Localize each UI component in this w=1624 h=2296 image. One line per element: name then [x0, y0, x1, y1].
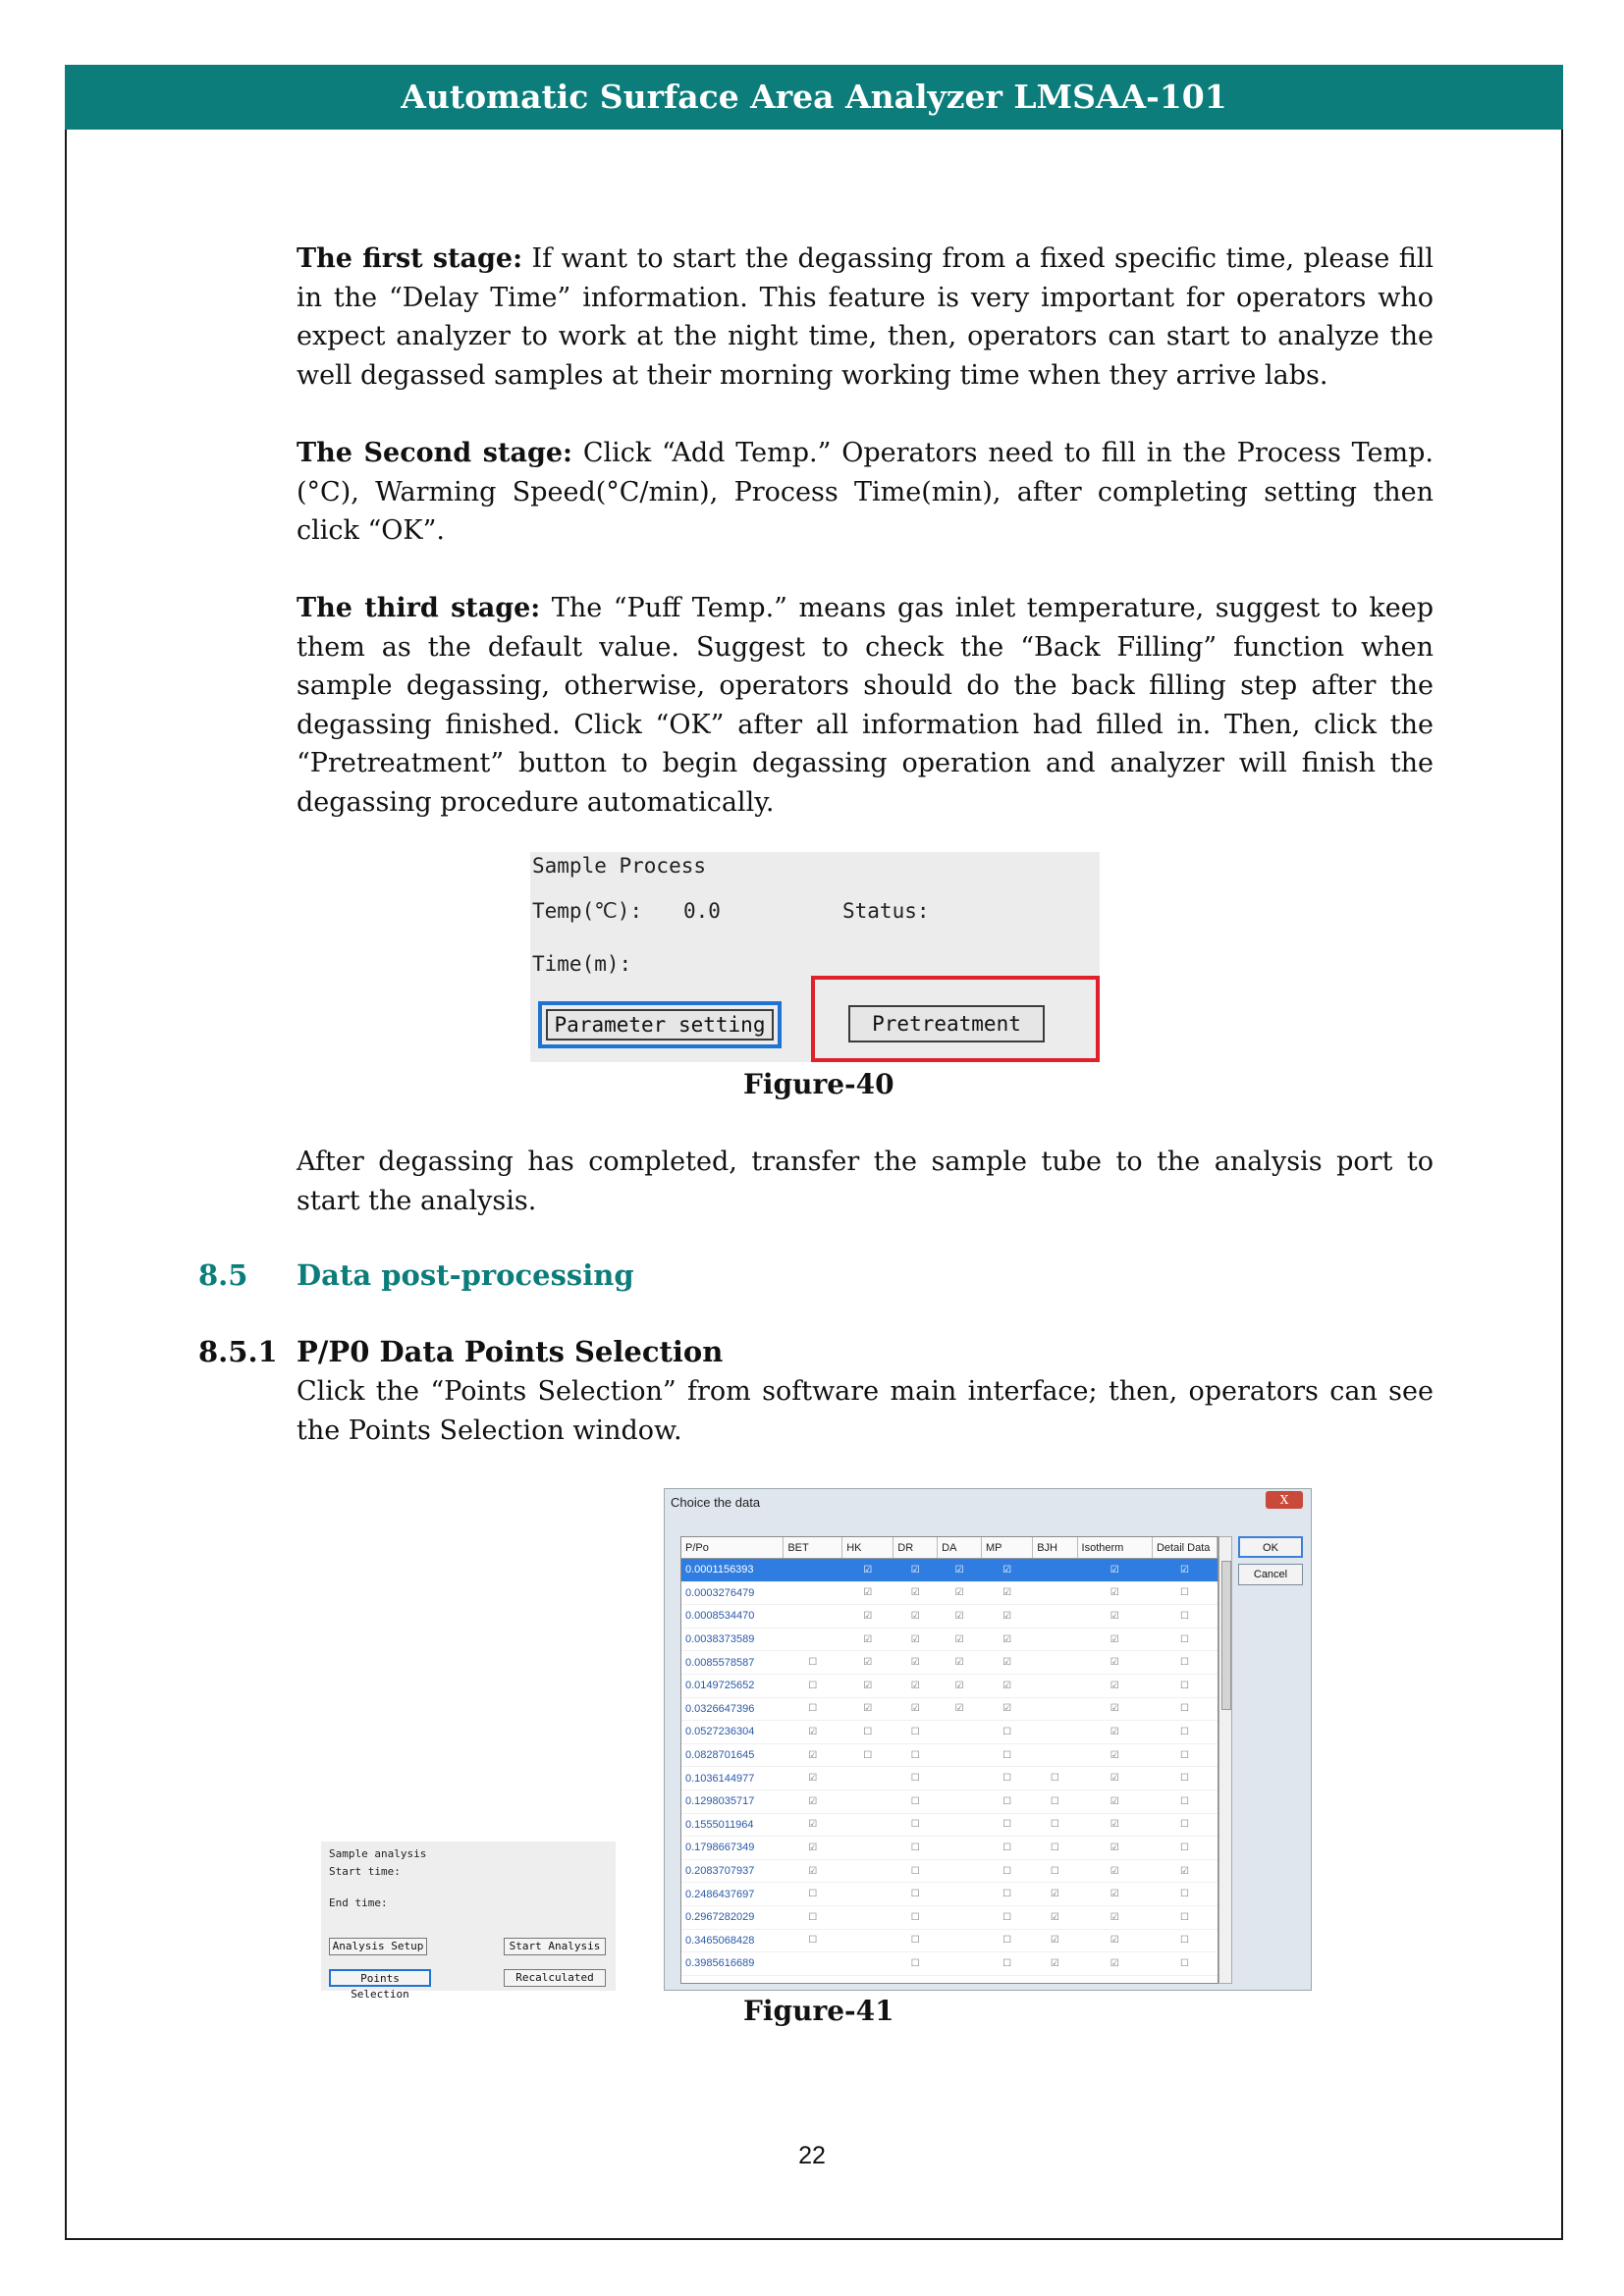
start-analysis-button[interactable]: Start Analysis — [504, 1938, 606, 1955]
paragraph-second-stage — [297, 434, 1434, 551]
checkbox-cell[interactable]: ☑ — [842, 1559, 893, 1582]
ppo-value-cell: 0.2486437697 — [681, 1883, 784, 1906]
checkbox-cell[interactable]: ☑ — [784, 1767, 842, 1790]
table-row[interactable] — [681, 1883, 1218, 1906]
checkbox-cell[interactable]: ☐ — [784, 1905, 842, 1929]
checkbox-cell[interactable]: ☑ — [893, 1697, 938, 1721]
checkbox-cell[interactable]: ☑ — [1077, 1581, 1152, 1605]
checkbox-cell[interactable] — [842, 1929, 893, 1952]
checkbox-cell[interactable]: ☐ — [893, 1883, 938, 1906]
checkbox-cell[interactable]: ☐ — [982, 1952, 1033, 1976]
sample-analysis-panel — [321, 1842, 616, 2001]
checkbox-cell[interactable] — [784, 1628, 842, 1651]
checkbox-cell[interactable]: ☑ — [982, 1674, 1033, 1697]
checkbox-cell[interactable] — [784, 1605, 842, 1629]
checkbox-cell[interactable]: ☐ — [893, 1743, 938, 1767]
table-row[interactable] — [681, 1813, 1218, 1837]
checkbox-cell[interactable]: ☑ — [1077, 1628, 1152, 1651]
checkbox-cell[interactable]: ☐ — [1033, 1813, 1077, 1837]
ppo-value-cell: 0.0001156393 — [681, 1559, 784, 1582]
checkbox-cell[interactable]: ☐ — [1033, 1767, 1077, 1790]
checkbox-cell[interactable]: ☑ — [1152, 1559, 1217, 1582]
paragraph-first-stage — [297, 240, 1434, 395]
checkbox-cell[interactable]: ☐ — [893, 1952, 938, 1976]
ppo-value-cell: 0.1298035717 — [681, 1789, 784, 1813]
checkbox-cell[interactable] — [938, 1813, 982, 1837]
checkbox-cell[interactable]: ☑ — [938, 1697, 982, 1721]
checkbox-cell[interactable] — [842, 1905, 893, 1929]
grid-column-header[interactable]: DA — [938, 1537, 982, 1559]
highlight-blue-box — [538, 1001, 782, 1048]
checkbox-cell[interactable]: ☑ — [1033, 1952, 1077, 1976]
checkbox-cell[interactable]: ☑ — [938, 1651, 982, 1675]
cancel-button[interactable]: Cancel — [1238, 1564, 1303, 1585]
section-8-5-1-number: 8.5.1 — [198, 1335, 278, 1368]
checkbox-cell[interactable] — [938, 1905, 982, 1929]
checkbox-cell[interactable]: ☑ — [1077, 1952, 1152, 1976]
checkbox-cell[interactable]: ☐ — [784, 1674, 842, 1697]
checkbox-cell[interactable]: ☑ — [1077, 1837, 1152, 1860]
checkbox-cell[interactable]: ☐ — [1152, 1605, 1217, 1629]
checkbox-cell[interactable]: ☐ — [842, 1721, 893, 1744]
third-stage-text: The “Puff Temp.” means gas inlet temperature, suggest to keep them as the default value. Suggest to check the “Back Filling” function when sample degassing, otherwise, operators should do the back filling step after the degassing finished. Click “OK” after all information had filled in. Then, click the “Pretreatment” button to begin degassing operation and analyzer will finish the degassing procedure automatically. — [297, 593, 1434, 818]
checkbox-cell[interactable] — [938, 1883, 982, 1906]
checkbox-cell[interactable]: ☐ — [982, 1721, 1033, 1744]
checkbox-cell[interactable]: ☐ — [1152, 1697, 1217, 1721]
section-8-5-1-title: P/P0 Data Points Selection — [297, 1335, 724, 1368]
checkbox-cell[interactable] — [842, 1813, 893, 1837]
table-row[interactable] — [681, 1767, 1218, 1790]
close-icon[interactable]: X — [1266, 1491, 1303, 1509]
checkbox-cell[interactable]: ☐ — [1152, 1929, 1217, 1952]
checkbox-cell[interactable]: ☑ — [1077, 1651, 1152, 1675]
grid-column-header[interactable]: Detail Data — [1152, 1537, 1217, 1559]
checkbox-cell[interactable]: ☑ — [893, 1559, 938, 1582]
checkbox-cell[interactable] — [842, 1859, 893, 1883]
checkbox-cell[interactable]: ☐ — [893, 1929, 938, 1952]
ppo-value-cell: 0.1798667349 — [681, 1837, 784, 1860]
table-row[interactable] — [681, 1859, 1218, 1883]
grid-column-header[interactable]: Isotherm — [1077, 1537, 1152, 1559]
ppo-value-cell: 0.0828701645 — [681, 1743, 784, 1767]
checkbox-cell[interactable] — [842, 1767, 893, 1790]
checkbox-cell[interactable] — [1033, 1743, 1077, 1767]
checkbox-cell[interactable]: ☑ — [1077, 1929, 1152, 1952]
table-row[interactable] — [681, 1605, 1218, 1629]
ppo-value-cell: 0.0149725652 — [681, 1674, 784, 1697]
data-grid — [680, 1536, 1218, 1984]
checkbox-cell[interactable] — [1033, 1721, 1077, 1744]
checkbox-cell[interactable]: ☑ — [1077, 1605, 1152, 1629]
checkbox-cell[interactable]: ☑ — [893, 1651, 938, 1675]
checkbox-cell[interactable]: ☑ — [784, 1813, 842, 1837]
grid-column-header[interactable]: HK — [842, 1537, 893, 1559]
checkbox-cell[interactable] — [938, 1789, 982, 1813]
checkbox-cell[interactable]: ☑ — [842, 1651, 893, 1675]
analysis-setup-button[interactable]: Analysis Setup — [329, 1938, 427, 1955]
grid-column-header[interactable]: MP — [982, 1537, 1033, 1559]
checkbox-cell[interactable]: ☐ — [982, 1837, 1033, 1860]
ppo-value-cell: 0.0326647396 — [681, 1697, 784, 1721]
table-row[interactable] — [681, 1721, 1218, 1744]
checkbox-cell[interactable]: ☑ — [1077, 1813, 1152, 1837]
checkbox-cell[interactable]: ☑ — [938, 1605, 982, 1629]
checkbox-cell[interactable] — [938, 1721, 982, 1744]
checkbox-cell[interactable]: ☑ — [1077, 1674, 1152, 1697]
checkbox-cell[interactable] — [1033, 1605, 1077, 1629]
scrollbar-thumb[interactable] — [1221, 1561, 1231, 1710]
ppo-value-cell: 0.0038373589 — [681, 1628, 784, 1651]
checkbox-cell[interactable]: ☐ — [893, 1813, 938, 1837]
end-time-label: End time: — [329, 1896, 388, 1909]
checkbox-cell[interactable]: ☑ — [784, 1789, 842, 1813]
checkbox-cell[interactable]: ☑ — [982, 1605, 1033, 1629]
highlight-red-box — [811, 976, 1100, 1062]
checkbox-cell[interactable] — [938, 1929, 982, 1952]
page-number: 22 — [798, 2142, 826, 2169]
checkbox-cell[interactable] — [842, 1952, 893, 1976]
ppo-value-cell: 0.1555011964 — [681, 1813, 784, 1837]
checkbox-cell[interactable]: ☑ — [842, 1581, 893, 1605]
checkbox-cell[interactable]: ☐ — [1152, 1581, 1217, 1605]
checkbox-cell[interactable]: ☐ — [1152, 1651, 1217, 1675]
checkbox-cell[interactable]: ☑ — [1077, 1697, 1152, 1721]
checkbox-cell[interactable]: ☑ — [1033, 1929, 1077, 1952]
checkbox-cell[interactable]: ☑ — [938, 1581, 982, 1605]
sample-process-title: Sample Process — [532, 854, 707, 878]
checkbox-cell[interactable]: ☑ — [784, 1721, 842, 1744]
checkbox-cell[interactable]: ☑ — [1077, 1905, 1152, 1929]
checkbox-cell[interactable]: ☑ — [982, 1697, 1033, 1721]
paragraph-third-stage — [297, 589, 1434, 822]
ppo-value-cell: 0.2967282029 — [681, 1905, 784, 1929]
checkbox-cell[interactable]: ☐ — [1152, 1674, 1217, 1697]
checkbox-cell[interactable]: ☑ — [1033, 1905, 1077, 1929]
checkbox-cell[interactable]: ☐ — [893, 1837, 938, 1860]
start-time-label: Start time: — [329, 1865, 401, 1878]
section-8-5-title: Data post-processing — [297, 1258, 634, 1292]
checkbox-cell[interactable]: ☑ — [1152, 1859, 1217, 1883]
table-row[interactable] — [681, 1559, 1218, 1582]
checkbox-cell[interactable] — [938, 1837, 982, 1860]
checkbox-cell[interactable]: ☐ — [1152, 1883, 1217, 1906]
table-row[interactable] — [681, 1905, 1218, 1929]
checkbox-cell[interactable]: ☑ — [842, 1628, 893, 1651]
ppo-value-cell: 0.3465068428 — [681, 1929, 784, 1952]
checkbox-cell[interactable]: ☐ — [1033, 1837, 1077, 1860]
temp-value: 0.0 — [683, 899, 721, 923]
checkbox-cell[interactable]: ☐ — [784, 1651, 842, 1675]
checkbox-cell[interactable]: ☐ — [1152, 1628, 1217, 1651]
checkbox-cell[interactable]: ☐ — [784, 1697, 842, 1721]
checkbox-cell[interactable]: ☐ — [1152, 1837, 1217, 1860]
checkbox-cell[interactable] — [1033, 1628, 1077, 1651]
ppo-value-cell: 0.3985616689 — [681, 1952, 784, 1976]
checkbox-cell[interactable]: ☐ — [893, 1721, 938, 1744]
figure-41-caption: Figure-41 — [743, 1995, 894, 2027]
sample-analysis-title: Sample analysis — [329, 1847, 427, 1860]
checkbox-cell[interactable]: ☐ — [1152, 1789, 1217, 1813]
checkbox-cell[interactable]: ☐ — [893, 1859, 938, 1883]
points-selection-button[interactable]: Points Selection — [329, 1969, 431, 1987]
page-header: Automatic Surface Area Analyzer LMSAA-101 — [65, 65, 1563, 130]
ppo-value-cell: 0.2083707937 — [681, 1859, 784, 1883]
checkbox-cell[interactable]: ☑ — [938, 1628, 982, 1651]
checkbox-cell[interactable]: ☑ — [1033, 1883, 1077, 1906]
checkbox-cell[interactable]: ☑ — [784, 1859, 842, 1883]
checkbox-cell[interactable]: ☑ — [784, 1743, 842, 1767]
checkbox-cell[interactable]: ☐ — [982, 1767, 1033, 1790]
time-label: Time(m): — [532, 952, 632, 976]
figure-40-caption: Figure-40 — [743, 1068, 894, 1100]
checkbox-cell[interactable] — [1033, 1674, 1077, 1697]
choice-data-dialog — [664, 1488, 1312, 1991]
checkbox-cell[interactable]: ☐ — [1152, 1813, 1217, 1837]
ppo-value-cell: 0.0527236304 — [681, 1721, 784, 1744]
checkbox-cell[interactable]: ☑ — [982, 1581, 1033, 1605]
checkbox-cell[interactable]: ☑ — [1077, 1559, 1152, 1582]
checkbox-cell[interactable]: ☐ — [893, 1789, 938, 1813]
grid-scrollbar[interactable] — [1218, 1536, 1232, 1984]
table-row[interactable] — [681, 1952, 1218, 1976]
checkbox-cell[interactable]: ☐ — [1152, 1905, 1217, 1929]
dialog-title: Choice the data — [671, 1495, 761, 1510]
grid-column-header[interactable]: P/Po — [681, 1537, 784, 1559]
grid-column-header[interactable]: BET — [784, 1537, 842, 1559]
checkbox-cell[interactable] — [1033, 1559, 1077, 1582]
checkbox-cell[interactable]: ☐ — [1152, 1767, 1217, 1790]
section-8-5-number: 8.5 — [198, 1258, 248, 1292]
checkbox-cell[interactable] — [784, 1559, 842, 1582]
checkbox-cell[interactable]: ☐ — [1152, 1743, 1217, 1767]
table-row[interactable] — [681, 1651, 1218, 1675]
checkbox-cell[interactable]: ☑ — [982, 1628, 1033, 1651]
checkbox-cell[interactable] — [938, 1859, 982, 1883]
checkbox-cell[interactable]: ☐ — [893, 1905, 938, 1929]
checkbox-cell[interactable] — [938, 1952, 982, 1976]
first-stage-text: If want to start the degassing from a fixed specific time, please fill in the “Delay Time” information. This feature is very important for operators who expect analyzer to work at the night time, then, operators can start to analyze the well degassed samples at their morning working time when they arrive labs. — [297, 243, 1435, 391]
paragraph-points-selection: Click the “Points Selection” from software main interface; then, operators can see the Points Selection window. — [297, 1376, 1434, 1446]
ok-button[interactable]: OK — [1238, 1536, 1303, 1558]
ppo-value-cell: 0.0085578587 — [681, 1651, 784, 1675]
second-stage-text: Click “Add Temp.” Operators need to fill in the Process Temp. (°C), Warming Speed(°C/min), Process Time(min), after completing setting then click “OK”. — [297, 438, 1434, 546]
first-stage-label: The first stage: — [297, 243, 523, 274]
table-row[interactable] — [681, 1837, 1218, 1860]
checkbox-cell[interactable]: ☐ — [784, 1929, 842, 1952]
checkbox-cell[interactable] — [842, 1883, 893, 1906]
third-stage-label: The third stage: — [297, 593, 541, 623]
checkbox-cell[interactable]: ☑ — [938, 1559, 982, 1582]
checkbox-cell[interactable]: ☑ — [1077, 1789, 1152, 1813]
temp-label: Temp(℃): — [532, 899, 643, 923]
table-row[interactable] — [681, 1581, 1218, 1605]
checkbox-cell[interactable]: ☐ — [982, 1813, 1033, 1837]
checkbox-cell[interactable] — [784, 1952, 842, 1976]
checkbox-cell[interactable] — [1033, 1697, 1077, 1721]
table-row[interactable] — [681, 1743, 1218, 1767]
checkbox-cell[interactable]: ☑ — [1077, 1767, 1152, 1790]
checkbox-cell[interactable] — [1033, 1581, 1077, 1605]
ppo-value-cell: 0.0008534470 — [681, 1605, 784, 1629]
checkbox-cell[interactable]: ☐ — [982, 1883, 1033, 1906]
paragraph-after-degassing: After degassing has completed, transfer the sample tube to the analysis port to start the analysis. — [297, 1147, 1434, 1216]
checkbox-cell[interactable]: ☐ — [982, 1905, 1033, 1929]
checkbox-cell[interactable]: ☐ — [784, 1883, 842, 1906]
checkbox-cell[interactable] — [938, 1767, 982, 1790]
checkbox-cell[interactable]: ☑ — [842, 1674, 893, 1697]
second-stage-label: The Second stage: — [297, 438, 572, 468]
table-row[interactable] — [681, 1674, 1218, 1697]
checkbox-cell[interactable]: ☐ — [1033, 1789, 1077, 1813]
checkbox-cell[interactable]: ☑ — [982, 1651, 1033, 1675]
checkbox-cell[interactable]: ☑ — [893, 1605, 938, 1629]
checkbox-cell[interactable]: ☑ — [842, 1697, 893, 1721]
checkbox-cell[interactable]: ☑ — [938, 1674, 982, 1697]
checkbox-cell[interactable]: ☐ — [982, 1859, 1033, 1883]
table-row[interactable] — [681, 1789, 1218, 1813]
checkbox-cell[interactable]: ☑ — [893, 1581, 938, 1605]
checkbox-cell[interactable]: ☑ — [1077, 1721, 1152, 1744]
checkbox-cell[interactable] — [1033, 1651, 1077, 1675]
checkbox-cell[interactable]: ☐ — [982, 1743, 1033, 1767]
checkbox-cell[interactable]: ☐ — [893, 1767, 938, 1790]
checkbox-cell[interactable]: ☐ — [842, 1743, 893, 1767]
checkbox-cell[interactable]: ☐ — [982, 1929, 1033, 1952]
checkbox-cell[interactable]: ☑ — [784, 1837, 842, 1860]
grid-header-row — [681, 1537, 1218, 1559]
checkbox-cell[interactable] — [938, 1743, 982, 1767]
checkbox-cell[interactable]: ☑ — [893, 1628, 938, 1651]
checkbox-cell[interactable]: ☐ — [1033, 1859, 1077, 1883]
ppo-value-cell: 0.0003276479 — [681, 1581, 784, 1605]
checkbox-cell[interactable]: ☐ — [1152, 1721, 1217, 1744]
status-label: Status: — [842, 899, 930, 923]
ppo-value-cell: 0.1036144977 — [681, 1767, 784, 1790]
checkbox-cell[interactable] — [784, 1581, 842, 1605]
checkbox-cell[interactable]: ☐ — [1152, 1952, 1217, 1976]
recalculated-button[interactable]: Recalculated — [504, 1969, 606, 1987]
parameter-setting-button[interactable]: Parameter setting — [546, 1009, 774, 1041]
table-row[interactable] — [681, 1628, 1218, 1651]
checkbox-cell[interactable]: ☑ — [1077, 1859, 1152, 1883]
checkbox-cell[interactable] — [842, 1837, 893, 1860]
grid-column-header[interactable]: BJH — [1033, 1537, 1077, 1559]
grid-column-header[interactable]: DR — [893, 1537, 938, 1559]
checkbox-cell[interactable]: ☑ — [893, 1674, 938, 1697]
checkbox-cell[interactable]: ☑ — [1077, 1743, 1152, 1767]
checkbox-cell[interactable]: ☑ — [842, 1605, 893, 1629]
checkbox-cell[interactable]: ☐ — [982, 1789, 1033, 1813]
checkbox-cell[interactable]: ☑ — [982, 1559, 1033, 1582]
checkbox-cell[interactable] — [842, 1789, 893, 1813]
figure-40-screenshot — [530, 852, 1100, 1062]
checkbox-cell[interactable]: ☑ — [1077, 1883, 1152, 1906]
table-row[interactable] — [681, 1697, 1218, 1721]
pretreatment-button[interactable]: Pretreatment — [848, 1005, 1045, 1042]
table-row[interactable] — [681, 1929, 1218, 1952]
